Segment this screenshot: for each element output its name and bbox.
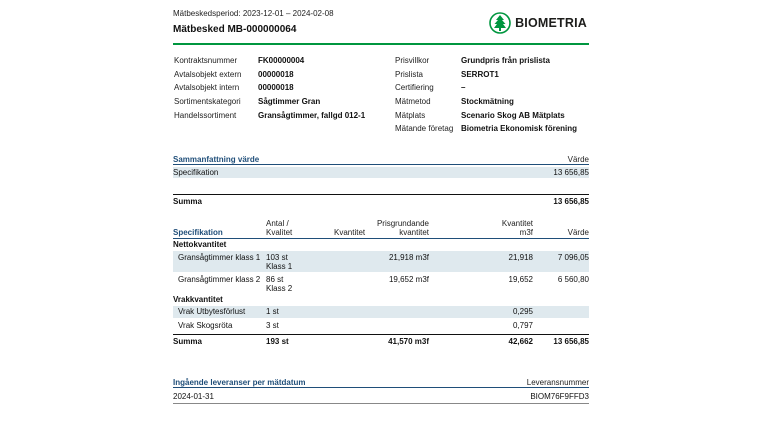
row-name: Gransågtimmer klass 2 [178, 275, 261, 284]
col-prisgrundande-2: kvantitet [399, 228, 429, 237]
delivery-date: 2024-01-31 [173, 392, 214, 401]
meta-value: Sågtimmer Gran [258, 97, 321, 107]
netto-heading: Nettokvantitet [173, 240, 227, 249]
row-antal: 1 st [266, 307, 279, 316]
meta-value: SERROT1 [461, 69, 499, 79]
meta-label: Certifiering [395, 83, 434, 93]
col-kvantitet: Kvantitet [334, 228, 366, 237]
pricing-details [395, 54, 577, 136]
biometria-logo [489, 12, 587, 34]
col-prisgrundande: Prisgrundande [376, 219, 429, 228]
table-row [173, 306, 589, 318]
document-title: Mätbesked MB-000000064 [173, 24, 297, 35]
meta-row [174, 95, 365, 109]
measurement-document [173, 0, 589, 432]
specification-heading: Specifikation [173, 228, 223, 237]
row-m3f: 19,652 [508, 275, 533, 284]
meta-value: Grundpris från prislista [461, 56, 550, 66]
meta-row [395, 108, 577, 122]
summary-row [173, 167, 589, 178]
meta-value: – [461, 83, 466, 93]
summary-header [173, 154, 589, 165]
summary-value-heading: Värde [567, 155, 589, 164]
col-kvantitet-m3f: Kvantitet [501, 219, 533, 228]
specification-header [173, 218, 589, 239]
meta-label: Prisvillkor [395, 56, 430, 66]
meta-value: 00000018 [258, 83, 294, 93]
col-varde: Värde [567, 228, 589, 237]
summary-total-label: Summa [173, 197, 202, 206]
spruce-tree-icon [489, 12, 511, 34]
summary-row-value: 13 656,85 [553, 168, 589, 177]
meta-label: Kontraktsnummer [174, 56, 238, 66]
meta-row [395, 95, 577, 109]
table-row [173, 251, 589, 272]
meta-row [395, 122, 577, 136]
meta-value: FK00000004 [258, 56, 305, 66]
meta-value: Biometria Ekonomisk förening [461, 124, 578, 134]
col-kvalitet: Kvalitet [266, 228, 293, 237]
row-pris: 21,918 m3f [388, 253, 429, 262]
meta-label: Avtalsobjekt extern [174, 69, 242, 79]
summary-row-label: Specifikation [173, 168, 219, 177]
col-antal: Antal / [266, 219, 289, 228]
table-row [173, 320, 589, 332]
col-kvantitet-m3f-unit: m3f [519, 228, 533, 237]
deliveries-divider [173, 403, 589, 404]
meta-label: Avtalsobjekt intern [174, 83, 240, 93]
header-divider [173, 43, 589, 45]
meta-row [174, 81, 365, 95]
meta-label: Handelssortiment [174, 110, 237, 120]
meta-label: Mätplats [395, 110, 426, 120]
delivery-number: BIOM76F9FFD3 [530, 392, 589, 401]
summary-total-row [173, 194, 589, 208]
deliveries-header [173, 377, 589, 388]
meta-label: Prislista [395, 69, 424, 79]
meta-row [174, 108, 365, 122]
meta-value: 00000018 [258, 69, 294, 79]
total-antal: 193 st [266, 337, 289, 346]
meta-label: Sortimentskategori [174, 97, 241, 107]
table-row [173, 274, 589, 295]
total-pris: 41,570 m3f [388, 337, 429, 346]
meta-row [395, 81, 577, 95]
row-pris: 19,652 m3f [388, 275, 429, 284]
meta-value: Stockmätning [461, 97, 514, 107]
row-m3f: 21,918 [508, 253, 533, 262]
total-varde: 13 656,85 [553, 337, 589, 346]
row-kvalitet: Klass 1 [266, 262, 293, 271]
row-m3f: 0,295 [512, 307, 533, 316]
total-label: Summa [173, 337, 202, 346]
deliveries-number-heading: Leveransnummer [526, 378, 589, 387]
row-antal: 3 st [266, 321, 279, 330]
row-name: Gransågtimmer klass 1 [178, 253, 261, 262]
meta-row [395, 68, 577, 82]
row-name: Vrak Utbytesförlust [178, 307, 246, 316]
summary-total-value: 13 656,85 [553, 197, 589, 206]
row-antal: 86 st [266, 275, 284, 284]
meta-value: Gransågtimmer, fallgd 012-1 [258, 110, 366, 120]
deliveries-heading: Ingående leveranser per mätdatum [173, 378, 306, 387]
meta-value: Scenario Skog AB Mätplats [461, 110, 565, 120]
row-name: Vrak Skogsröta [178, 321, 233, 330]
delivery-row [173, 391, 589, 402]
row-varde: 7 096,05 [557, 253, 589, 262]
logo-text: BIOMETRIA [515, 16, 587, 30]
period-text: Mätbeskedsperiod: 2023-12-01 – 2024-02-08 [173, 9, 334, 18]
row-antal: 103 st [266, 253, 288, 262]
meta-row [174, 54, 365, 68]
summary-heading: Sammanfattning värde [173, 155, 260, 164]
row-kvalitet: Klass 2 [266, 284, 293, 293]
row-varde: 6 560,80 [557, 275, 589, 284]
contract-details [174, 54, 365, 122]
meta-row [174, 68, 365, 82]
meta-row [395, 54, 577, 68]
meta-label: Mätmetod [395, 97, 431, 107]
meta-label: Mätande företag [395, 124, 454, 134]
row-m3f: 0,797 [512, 321, 533, 330]
specification-total-row [173, 334, 589, 348]
vrak-heading: Vrakkvantitet [173, 295, 223, 304]
total-m3f: 42,662 [508, 337, 533, 346]
